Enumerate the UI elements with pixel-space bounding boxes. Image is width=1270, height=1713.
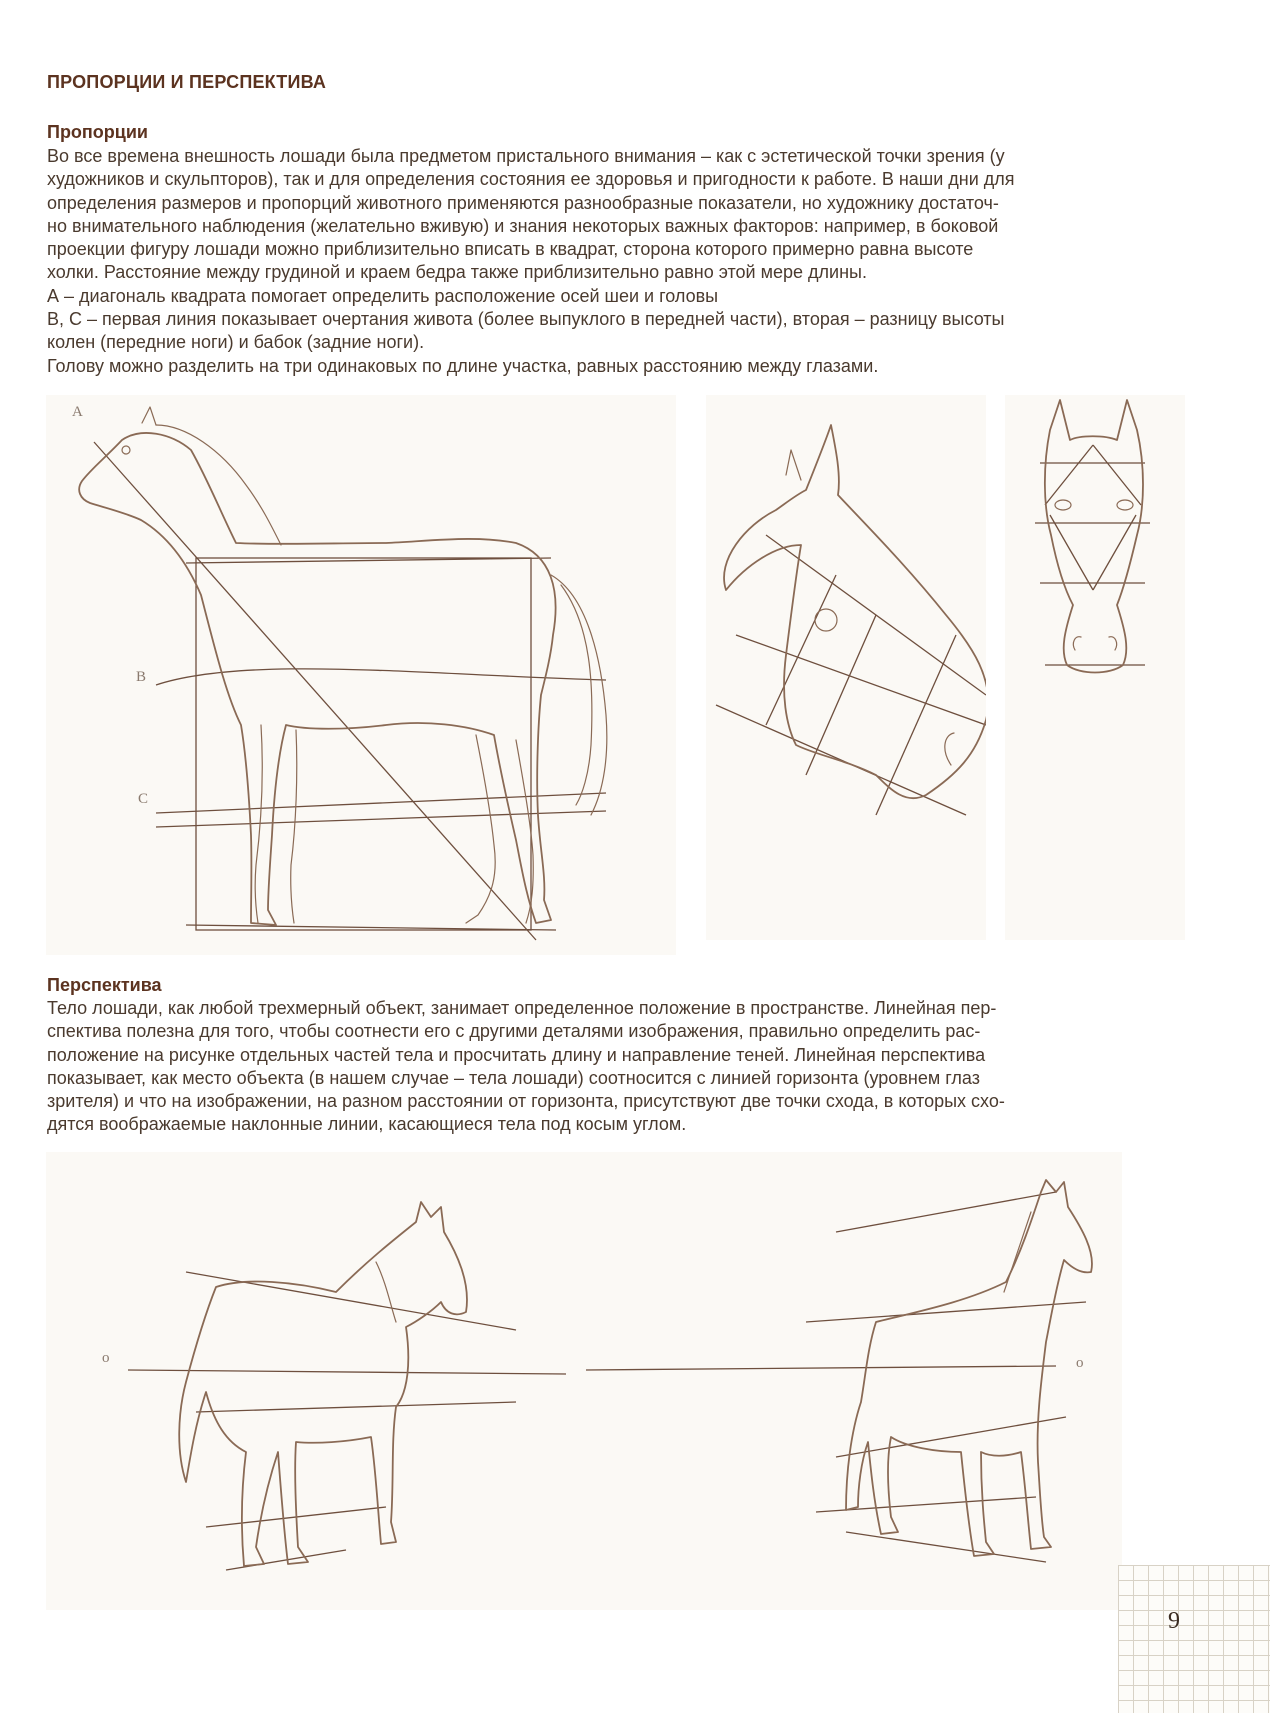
grid-corner-decoration: [1118, 1565, 1270, 1713]
front-head-diag-1: [1045, 445, 1093, 505]
square-bottom-line: [186, 925, 556, 930]
front-eye-left: [1055, 500, 1071, 510]
perspective-heading: Перспектива: [47, 975, 162, 995]
diagonal-a: [94, 442, 536, 940]
perspective-line-5: [836, 1192, 1056, 1232]
proportions-line: Голову можно разделить на три одинаковых по длине участка, равных расстоянию между глазами.: [47, 355, 879, 376]
front-head-diag-3: [1050, 515, 1093, 590]
vanishing-point-left: o: [102, 1350, 110, 1366]
horse-proportion-svg: [46, 395, 676, 955]
front-head-outline: [1045, 400, 1143, 673]
perspective-line: спектива полезна для того, чтобы соотнести его с другими деталями изображения, правильно определить рас-: [47, 1021, 981, 1042]
horse-proportion-sketch: [46, 395, 676, 955]
proportions-line: А – диагональ квадрата помогает определить расположение осей шеи и головы: [47, 285, 719, 306]
label-b: B: [136, 669, 147, 685]
square-top-line: [186, 558, 551, 563]
proportions-line: художников и скульпторов), так и для определения состояния ее здоровья и пригодности к работе. В наши дни для: [47, 169, 1015, 190]
hind-leg-left: [466, 735, 495, 923]
front-head-diag-2: [1093, 445, 1141, 505]
front-nostril-left: [1073, 637, 1081, 650]
horse-mane: [156, 425, 281, 545]
proportions-line: холки. Расстояние между грудиной и краем бедра также приблизительно равно этой мере длины.: [47, 262, 867, 283]
proportions-paragraph: [47, 145, 1181, 378]
proportions-line: но внимательного наблюдения (желательно вживую) и знания некоторых важных факторов: например, в боковой: [47, 215, 999, 236]
right-horse-mane: [1004, 1212, 1031, 1292]
horse-tail: [551, 575, 607, 815]
proportions-line: проекции фигуру лошади можно приблизительно вписать в квадрат, сторона которого примерно равна высоте: [47, 239, 974, 260]
proportions-line: Во все времена внешность лошади была предметом пристального внимания – как с эстетической точки зрения (у: [47, 146, 1005, 166]
horse-head-front-svg: [1005, 395, 1185, 940]
horse-head-profile-sketch: [706, 395, 986, 940]
label-a: A: [72, 404, 83, 420]
proportions-line: колен (передние ноги) и бабок (задние ноги).: [47, 332, 425, 353]
head-construction-line-1: [716, 705, 966, 815]
front-nostril-right: [1109, 637, 1117, 650]
horizon-line-left: [128, 1370, 566, 1374]
perspective-line-2: [196, 1402, 516, 1412]
perspective-line-8: [846, 1532, 1046, 1562]
label-c: C: [138, 791, 149, 807]
front-head-diag-4: [1093, 515, 1136, 590]
horse-perspective-svg: [46, 1152, 1122, 1610]
perspective-paragraph: [47, 997, 1181, 1137]
perspective-line: дятся воображаемые наклонные линии, касающиеся тела под косым углом.: [47, 1114, 687, 1135]
perspective-line: положение на рисунке отдельных частей тела и просчитать длину и направление теней. Линейная перспектива: [47, 1044, 986, 1065]
horse-head-front-sketch: [1005, 395, 1185, 940]
horse-head-profile-svg: [706, 395, 986, 940]
horse-tail-inner: [561, 585, 592, 805]
proportions-line: В, С – первая линия показывает очертания живота (более выпуклого в передней части), вторая – разницу высоты: [47, 309, 1005, 330]
head-nostril: [945, 733, 954, 765]
head-construction-line-5: [876, 635, 956, 815]
horse-eye: [122, 446, 130, 454]
head-construction-line-6: [806, 615, 876, 775]
perspective-line: зрителя) и что на изображении, на разном расстоянии от горизонта, присутствуют две точки схода, в которых схо-: [47, 1091, 1005, 1112]
proportions-line: определения размеров и пропорций животного применяются разнообразные показатели, но художнику достаточ-: [47, 192, 999, 213]
head-outline: [724, 425, 986, 798]
perspective-line: показывает, как место объекта (в нашем случае – тела лошади) соотносится с линией горизонта (уровнем глаз: [47, 1067, 980, 1088]
page-title: ПРОПОРЦИИ И ПЕРСПЕКТИВА: [47, 72, 327, 92]
left-horse-mane: [376, 1262, 396, 1322]
head-eye: [815, 609, 837, 631]
perspective-line: Тело лошади, как любой трехмерный объект, занимает определенное положение в пространстве. Линейная пер-: [47, 998, 997, 1018]
head-ear-left: [786, 450, 801, 480]
horse-perspective-sketch: [46, 1152, 1122, 1610]
front-eye-right: [1117, 500, 1133, 510]
horizon-line-right: [586, 1366, 1056, 1370]
horse-ear: [142, 407, 156, 425]
page-number: 9: [1168, 1608, 1180, 1634]
perspective-horse-left: [179, 1202, 467, 1566]
proportions-heading: Пропорции: [47, 122, 148, 142]
front-leg-right: [291, 730, 297, 923]
vanishing-point-right: o: [1076, 1355, 1084, 1371]
